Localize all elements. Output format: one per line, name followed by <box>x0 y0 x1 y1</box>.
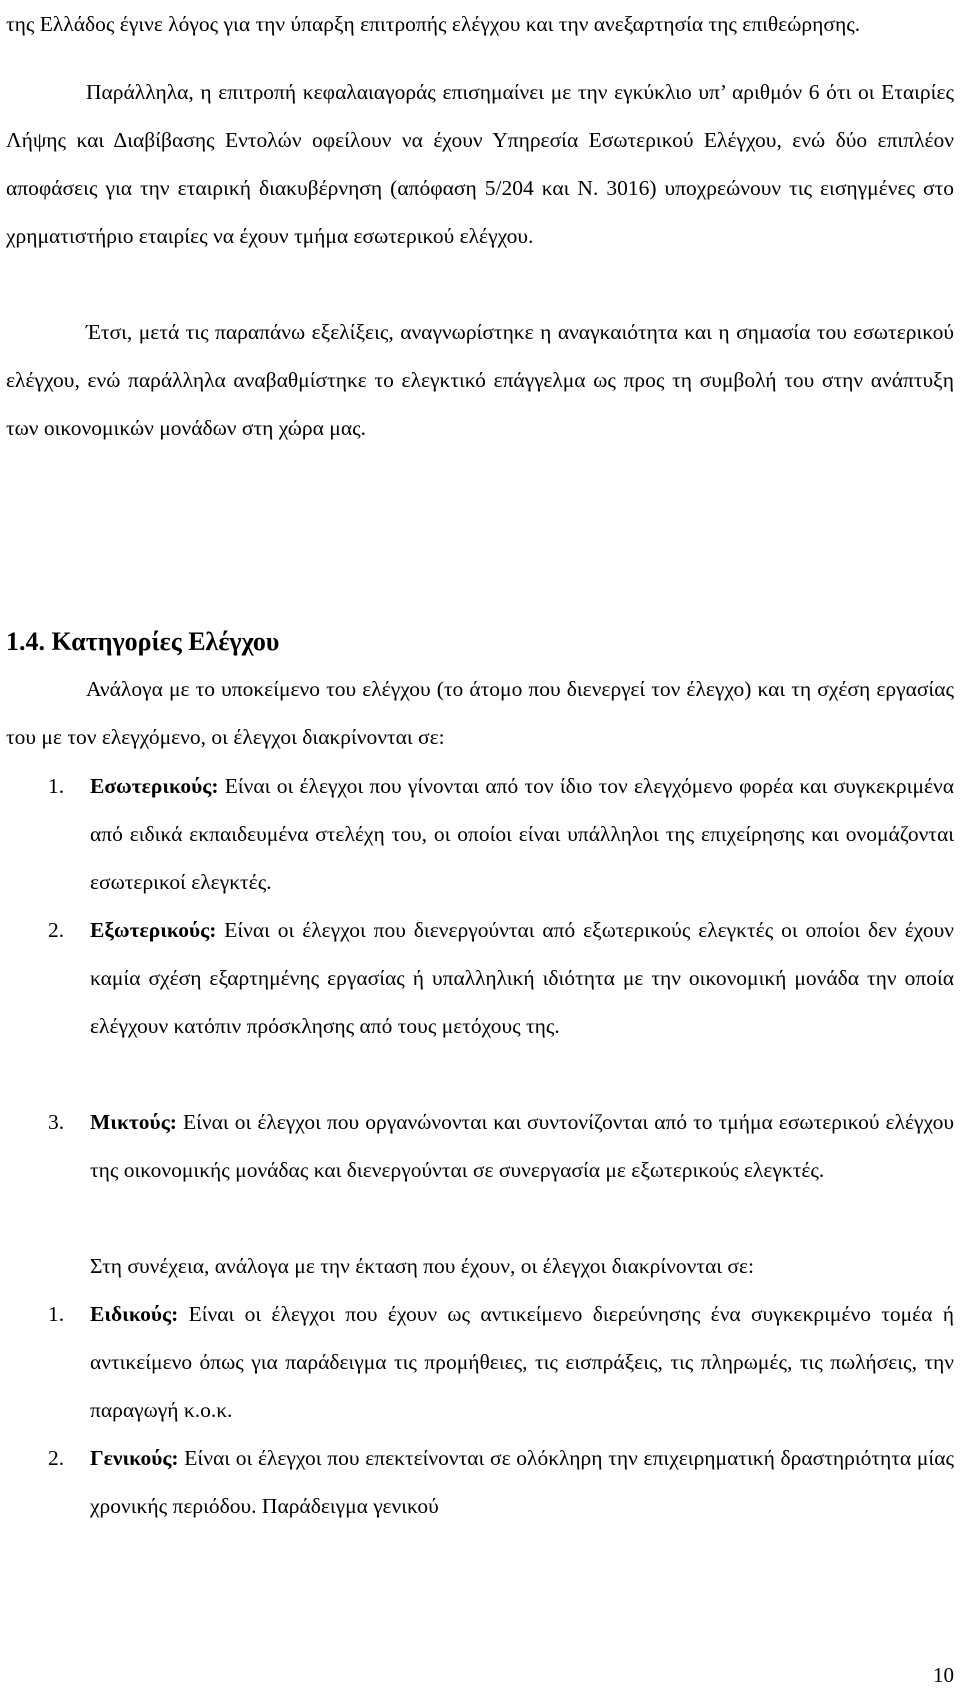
list-item-internal <box>6 762 954 906</box>
list-term: Μικτούς: <box>90 1110 177 1134</box>
paragraph-categories-intro: Ανάλογα με το υποκείμενο του ελέγχου (το άτομο που διενεργεί τον έλεγχο) και τη σχέση εργασίας του με τον ελεγχόμενο, οι έλεγχοι διακρίνονται σε: <box>6 677 954 749</box>
list-text: Είναι οι έλεγχοι που γίνονται από τον ίδιο τον ελεγχόμενο φορέα και συγκεκριμένα από ειδικά εκπαιδευμένα στελέχη του, οι οποίοι είναι υπάλληλοι της επιχείρησης και ονομάζονται εσωτερικοί ελεγκτές. <box>90 774 954 894</box>
list-text: Είναι οι έλεγχοι που επεκτείνονται σε ολόκληρη την επιχειρηματική δραστηριότητα μίας χρονικής περιόδου. Παράδειγμα γενικού <box>90 1446 954 1518</box>
list-number: 1. <box>48 1302 65 1326</box>
list-item-specific <box>6 1290 954 1434</box>
list-term: Εξωτερικούς: <box>90 918 217 942</box>
list-item-external <box>6 906 954 1050</box>
paragraph-capital-market: Παράλληλα, η επιτροπή κεφαλαιαγοράς επισημαίνει με την εγκύκλιο υπ’ αριθμόν 6 ότι οι Εταιρίες Λήψης και Διαβίβασης Εντολών οφείλουν να έχουν Υπηρεσία Εσωτερικού Ελέγχου, ενώ δύο επιπλέον αποφάσεις για την εταιρική διακυβέρνηση (απόφαση 5/204 και Ν. 3016) υποχρεώνουν τις εισηγμένες στο χρηματιστήριο εταιρίες να έχουν τμήμα εσωτερικού ελέγχου. <box>6 80 954 248</box>
list-text: Είναι οι έλεγχοι που έχουν ως αντικείμενο διερεύνησης ένα συγκεκριμένο τομέα ή αντικείμενο όπως για παράδειγμα τις προμήθειες, τις εισπράξεις, τις πληρωμές, τις πωλήσεις, την παραγωγή κ.ο.κ. <box>90 1302 954 1422</box>
list-item-mixed <box>6 1098 954 1194</box>
list-term: Ειδικούς: <box>90 1302 179 1326</box>
paragraph-extent-intro: Στη συνέχεια, ανάλογα με την έκταση που έχουν, οι έλεγχοι διακρίνονται σε: <box>90 1254 755 1278</box>
section-heading: 1.4. Κατηγορίες Ελέγχου <box>6 627 280 656</box>
page-number: 10 <box>933 1663 954 1687</box>
list-text: Είναι οι έλεγχοι που οργανώνονται και συντονίζονται από το τμήμα εσωτερικού ελέγχου της οικονομικής μονάδας και διενεργούνται σε συνεργασία με εξωτερικούς ελεγκτές. <box>90 1110 954 1182</box>
list-item-general <box>6 1434 954 1530</box>
list-number: 2. <box>48 1446 65 1470</box>
list-number: 1. <box>48 774 65 798</box>
list-number: 3. <box>48 1110 65 1134</box>
paragraph-conclusion: Έτσι, μετά τις παραπάνω εξελίξεις, αναγνωρίστηκε η αναγκαιότητα και η σημασία του εσωτερικού ελέγχου, ενώ παράλληλα αναβαθμίστηκε το ελεγκτικό επάγγελμα ως προς τη συμβολή του στην ανάπτυξη των οικονομικών μονάδων στη χώρα μας. <box>6 320 954 440</box>
paragraph-continuation: της Ελλάδος έγινε λόγος για την ύπαρξη επιτροπής ελέγχου και την ανεξαρτησία της επιθεώρησης. <box>6 12 861 36</box>
list-text: Είναι οι έλεγχοι που διενεργούνται από εξωτερικούς ελεγκτές οι οποίοι δεν έχουν καμία σχέση εξαρτημένης εργασίας ή υπαλληλική ιδιότητα με την οικονομική μονάδα την οποία ελέγχουν κατόπιν πρόσκλησης από τους μετόχους της. <box>90 918 954 1038</box>
list-term: Γενικούς: <box>90 1446 179 1470</box>
list-number: 2. <box>48 918 65 942</box>
list-term: Εσωτερικούς: <box>90 774 219 798</box>
